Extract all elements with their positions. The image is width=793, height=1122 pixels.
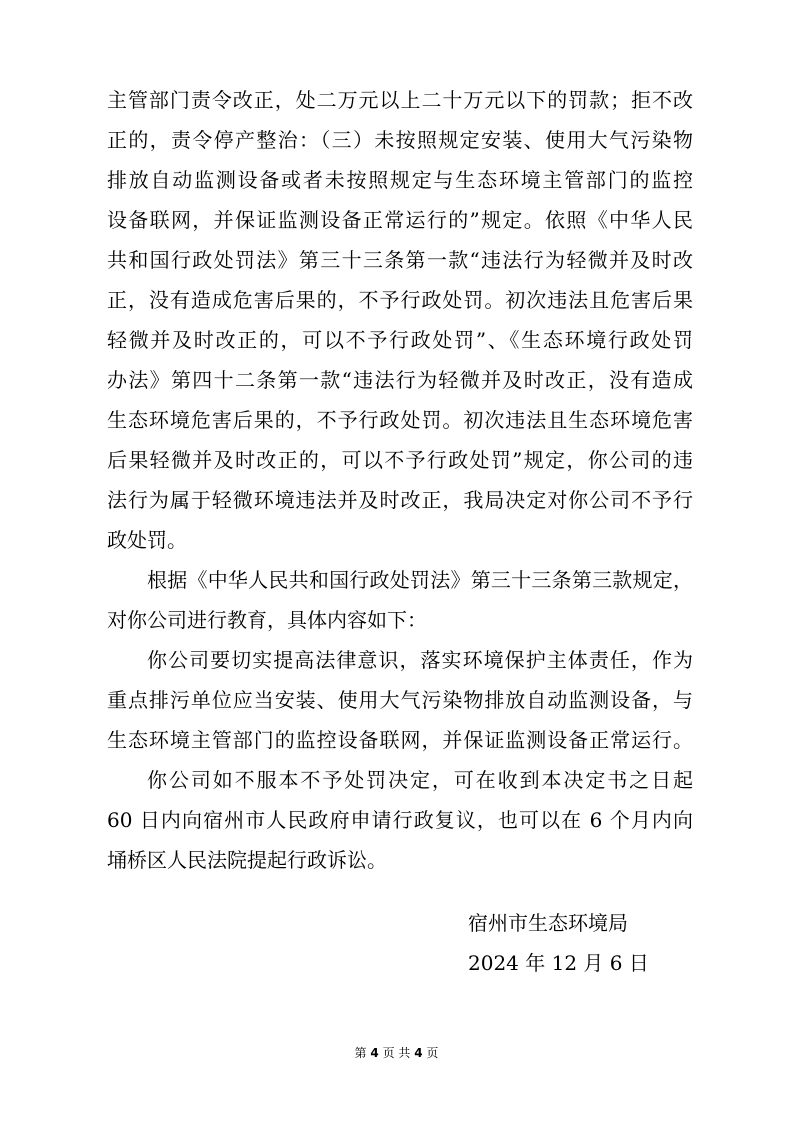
footer-page-number: 4 — [370, 1046, 379, 1060]
body-line: 重点排污单位应当安装、使用大气污染物排放自动监测设备，与 — [107, 688, 693, 712]
body-line: 根据《中华人民共和国行政处罚法》第三十三条第三款规定， — [147, 568, 693, 592]
body-line: 生态环境主管部门的监控设备联网，并保证监测设备正常运行。 — [107, 728, 693, 752]
body-line: 设备联网，并保证监测设备正常运行的”规定。依照《中华人民 — [107, 208, 693, 232]
page-footer — [0, 1044, 793, 1061]
body-line: 正，没有造成危害后果的，不予行政处罚。初次违法且危害后果 — [107, 288, 693, 312]
body-line: 主管部门责令改正，处二万元以上二十万元以下的罚款；拒不改 — [107, 88, 693, 112]
body-line: 对你公司进行教育，具体内容如下： — [107, 608, 427, 632]
issuing-agency: 宿州市生态环境局 — [468, 911, 628, 935]
issue-date: 2024 年 12 月 6 日 — [468, 951, 649, 975]
body-line: 埇桥区人民法院提起行政诉讼。 — [107, 848, 387, 872]
body-line: 政处罚。 — [107, 528, 187, 552]
body-line: 后果轻微并及时改正的，可以不予行政处罚”规定，你公司的违 — [107, 448, 693, 472]
body-line: 共和国行政处罚法》第三十三条第一款“违法行为轻微并及时改 — [107, 248, 693, 272]
footer-middle: 页 共 — [382, 1046, 411, 1060]
body-line: 办法》第四十二条第一款“违法行为轻微并及时改正，没有造成 — [107, 368, 693, 392]
footer-total-pages: 4 — [414, 1046, 423, 1060]
body-line: 正的，责令停产整治：（三）未按照规定安装、使用大气污染物 — [107, 128, 693, 152]
body-line: 轻微并及时改正的，可以不予行政处罚”、《生态环境行政处罚 — [107, 328, 693, 352]
body-line: 你公司如不服本不予处罚决定，可在收到本决定书之日起 — [147, 768, 693, 792]
body-line: 生态环境危害后果的，不予行政处罚。初次违法且生态环境危害 — [107, 408, 693, 432]
footer-suffix: 页 — [426, 1046, 439, 1060]
body-line: 排放自动监测设备或者未按照规定与生态环境主管部门的监控 — [107, 168, 693, 192]
body-line: 法行为属于轻微环境违法并及时改正，我局决定对你公司不予行 — [107, 488, 693, 512]
footer-prefix: 第 — [354, 1046, 367, 1060]
body-line: 60 日内向宿州市人民政府申请行政复议，也可以在 6 个月内向 — [107, 808, 693, 832]
body-line: 你公司要切实提高法律意识，落实环境保护主体责任，作为 — [147, 648, 693, 672]
